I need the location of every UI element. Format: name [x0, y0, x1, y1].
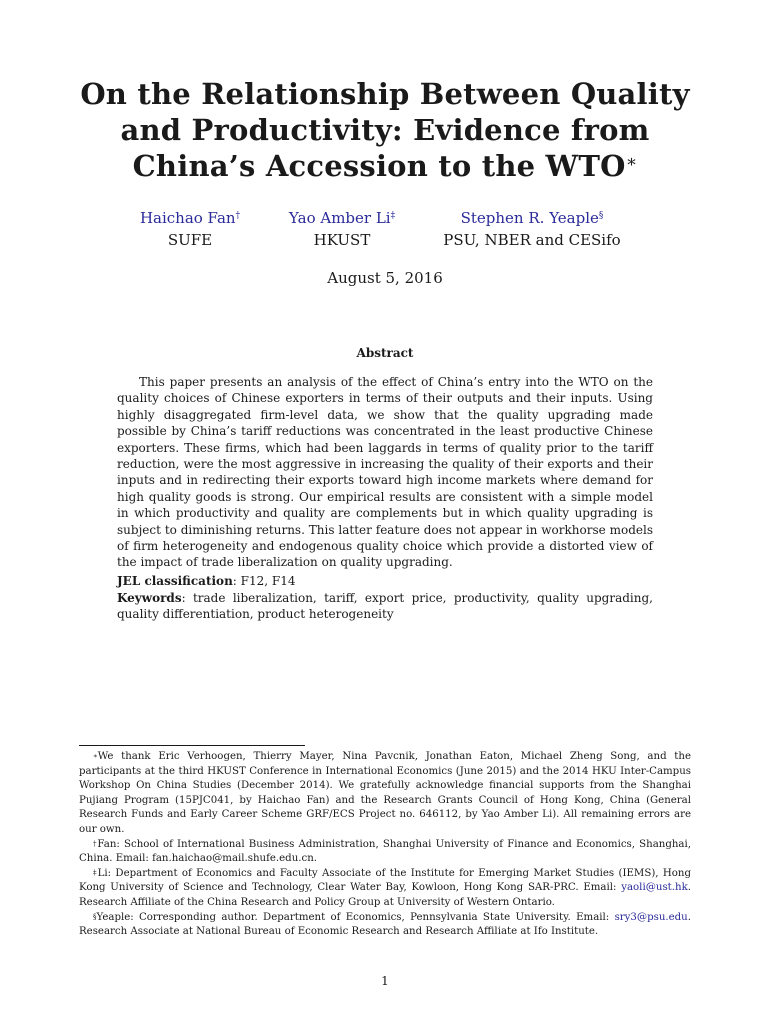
- author-fan: [110, 207, 270, 251]
- author-yeaple: [420, 207, 644, 251]
- keywords: [117, 590, 653, 623]
- author-affiliation: PSU, NBER and CESifo: [443, 231, 621, 249]
- author-li: [262, 207, 422, 251]
- jel-label: JEL classification: [117, 574, 233, 588]
- author-name[interactable]: Yao Amber Li‡: [288, 209, 396, 227]
- footnote-acknowledgements: ∗We thank Eric Verhoogen, Thierry Mayer, Nina Pavcnik, Jonathan Eaton, Michael Zheng Song, and the participants at the third HKUST Conference in International Economics (June 2015) and the 2014 HKU Inter-Campus Workshop On China Studies (December 2014). We gratefully acknowledge financial supports from the Shanghai Pujiang Program (15PJC041, by Haichao Fan) and the Research Grants Council of Hong Kong, China (General Research Funds and Early Career Scheme GRF/ECS Project no. 646112, by Yao Amber Li). All remaining errors are our own.: [79, 751, 691, 835]
- keywords-label: Keywords: [117, 591, 182, 605]
- keywords-value: : trade liberalization, tariff, export price, productivity, quality upgrading, quality differentiation, product heterogeneity: [117, 591, 653, 622]
- title-line-1: On the Relationship Between Quality: [80, 77, 690, 111]
- footnote-fan: †Fan: School of International Business Administration, Shanghai University of Finance and Economics, Shanghai, China. Email: fan.haichao@mail.shufe.edu.cn.: [79, 838, 691, 865]
- footnote-yeaple: §Yeaple: Corresponding author. Department of Economics, Pennsylvania State University. Email: sry3@psu.edu. Research Associate at National Bureau of Economic Research and Research Affiliate at Ifo Institute.: [79, 911, 691, 938]
- paper-title: [60, 76, 710, 184]
- abstract-text: This paper presents an analysis of the effect of China’s entry into the WTO on the quality choices of Chinese exporters in terms of their outputs and their inputs. Using highly disaggregated firm-level data, we show that the quality upgrading made possible by China’s tariff reductions was concentrated in the least productive Chinese exporters. These firms, which had been laggards in terms of quality prior to the tariff reduction, were the most aggressive in increasing the quality of their exports and their inputs and in redirecting their exports toward high income markets where demand for high quality goods is strong. Our empirical results are consistent with a simple model in which productivity and quality are complements but in which quality upgrading is subject to diminishing returns. This latter feature does not appear in workhorse models of firm heterogeneity and endogenous quality choice which provide a distorted view of the impact of trade liberalization on quality upgrading.: [117, 375, 653, 570]
- footnote-divider: [79, 745, 305, 746]
- jel-classification: [117, 573, 653, 589]
- footnotes: [79, 750, 691, 940]
- title-footnote-mark: ∗: [625, 152, 638, 172]
- abstract-heading: Abstract: [356, 346, 414, 360]
- author-name[interactable]: Stephen R. Yeaple§: [460, 209, 604, 227]
- paper-date: August 5, 2016: [327, 269, 443, 287]
- footnote-li: ‡Li: Department of Economics and Faculty Associate of the Institute for Emerging Market Studies (IEMS), Hong Kong University of Science and Technology, Clear Water Bay, Kowloon, Hong Kong SAR-PRC. Email: yaoli@ust.hk. Research Affiliate of the China Research and Policy Group at University of Western Ontario.: [79, 867, 692, 908]
- email-link-yeaple[interactable]: sry3@psu.edu: [614, 911, 688, 923]
- jel-value: : F12, F14: [232, 574, 296, 588]
- author-affiliation: SUFE: [167, 231, 213, 249]
- title-line-3: China’s Accession to the WTO: [132, 149, 626, 183]
- email-link-li[interactable]: yaoli@ust.hk: [621, 882, 688, 894]
- author-affiliation: HKUST: [313, 231, 371, 249]
- page-number: 1: [381, 974, 389, 988]
- title-line-2: and Productivity: Evidence from: [120, 113, 650, 147]
- author-name[interactable]: Haichao Fan†: [139, 209, 241, 227]
